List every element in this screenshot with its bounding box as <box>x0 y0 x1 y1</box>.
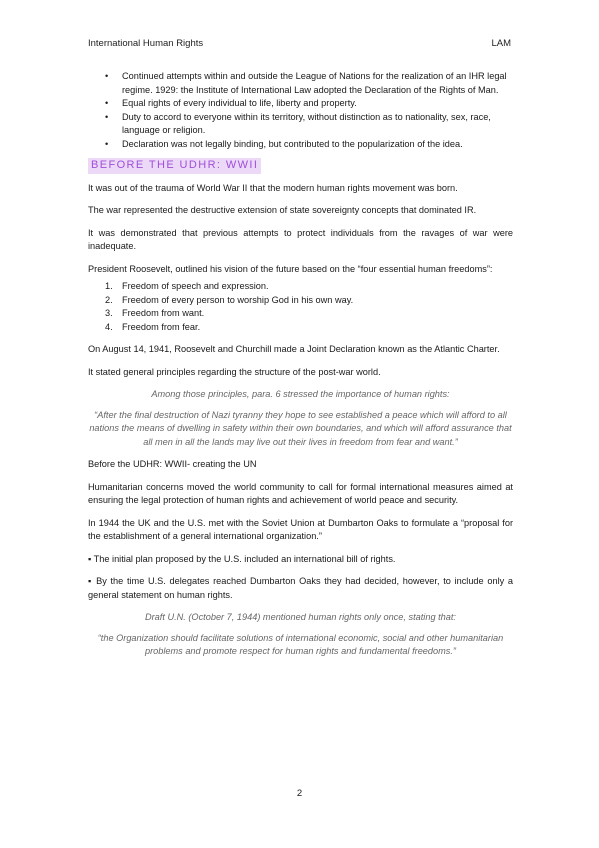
list-item: • Continued attempts within and outside the League of Nations for the realization of an IHR legal regime. 1929: the Institute of International Law adopted the Declaration of the Rights of Man. <box>122 70 513 97</box>
paragraph: Humanitarian concerns moved the world community to call for formal international measures aimed at ensuring the legal protection of human rights and achievement of world peace and security. <box>88 481 513 505</box>
list-text: Freedom of speech and expression. <box>122 281 269 291</box>
list-text: Freedom of every person to worship God in his own way. <box>122 294 354 305</box>
paragraph: President Roosevelt, outlined his vision of the future based on the “four essential human freedoms”: <box>88 263 493 274</box>
quote-lead: Draft U.N. (October 7, 1944) mentioned human rights only once, stating that: <box>144 612 456 622</box>
list-item: • Equal rights of every individual to life, liberty and property. <box>122 97 513 111</box>
draft-un-quote: “the Organization should facilitate solutions of international economic, social and other humanitarian problems and promote respect for human rights and fundamental freedoms.” <box>97 632 504 656</box>
list-number: 2. <box>105 294 113 305</box>
list-item <box>105 321 513 335</box>
paragraph: It stated general principles regarding the structure of the post-war world. <box>88 366 381 377</box>
paragraph: It was out of the trauma of World War II that the modern human rights movement was born. <box>88 182 458 193</box>
section-heading: BEFORE THE UDHR: WWII <box>88 158 261 174</box>
list-item: • Declaration was not legally binding, but contributed to the popularization of the idea. <box>122 138 513 152</box>
paragraph: In 1944 the UK and the U.S. met with the Soviet Union at Dumbarton Oaks to formulate a “proposal for the establishment of a general international organization.” <box>88 517 513 541</box>
list-item <box>105 307 513 321</box>
paragraph: It was demonstrated that previous attempts to protect individuals from the ravages of war were inadequate. <box>88 227 513 251</box>
subheading: Before the UDHR: WWII- creating the UN <box>88 459 257 469</box>
paragraph: ▪ The initial plan proposed by the U.S. included an international bill of rights. <box>88 553 396 564</box>
quote-lead: Among those principles, para. 6 stressed the importance of human rights: <box>151 389 450 399</box>
page-number: 2 <box>296 788 303 799</box>
list-number: 1. <box>105 281 113 291</box>
page-content <box>88 70 513 668</box>
list-item <box>105 294 513 308</box>
list-number: 4. <box>105 321 113 332</box>
list-number: 3. <box>105 308 113 318</box>
paragraph: The war represented the destructive extension of state sovereignty concepts that dominated IR. <box>88 205 477 215</box>
freedoms-list <box>88 280 513 334</box>
list-item <box>105 280 513 294</box>
list-text: Freedom from fear. <box>122 321 201 332</box>
page-header <box>88 38 511 49</box>
paragraph: ▪ By the time U.S. delegates reached Dumbarton Oaks they had decided, however, to include only a general statement on human rights. <box>88 576 513 600</box>
list-text: Freedom from want. <box>122 308 205 318</box>
paragraph: On August 14, 1941, Roosevelt and Churchill made a Joint Declaration known as the Atlantic Charter. <box>88 344 500 354</box>
atlantic-charter-quote: “After the final destruction of Nazi tyranny they hope to see established a peace which will afford to all nations the means of dwelling in safety within their own boundaries, and which will afford assurance that all men in all the lands may live out their lives in freedom from fear and want.” <box>89 409 512 447</box>
header-initials: LAM <box>491 38 511 49</box>
list-item: • Duty to accord to everyone within its territory, without distinction as to nationality, sex, race, language or religion. <box>122 111 513 138</box>
header-title: International Human Rights <box>88 38 204 49</box>
top-bullet-list <box>88 70 513 151</box>
